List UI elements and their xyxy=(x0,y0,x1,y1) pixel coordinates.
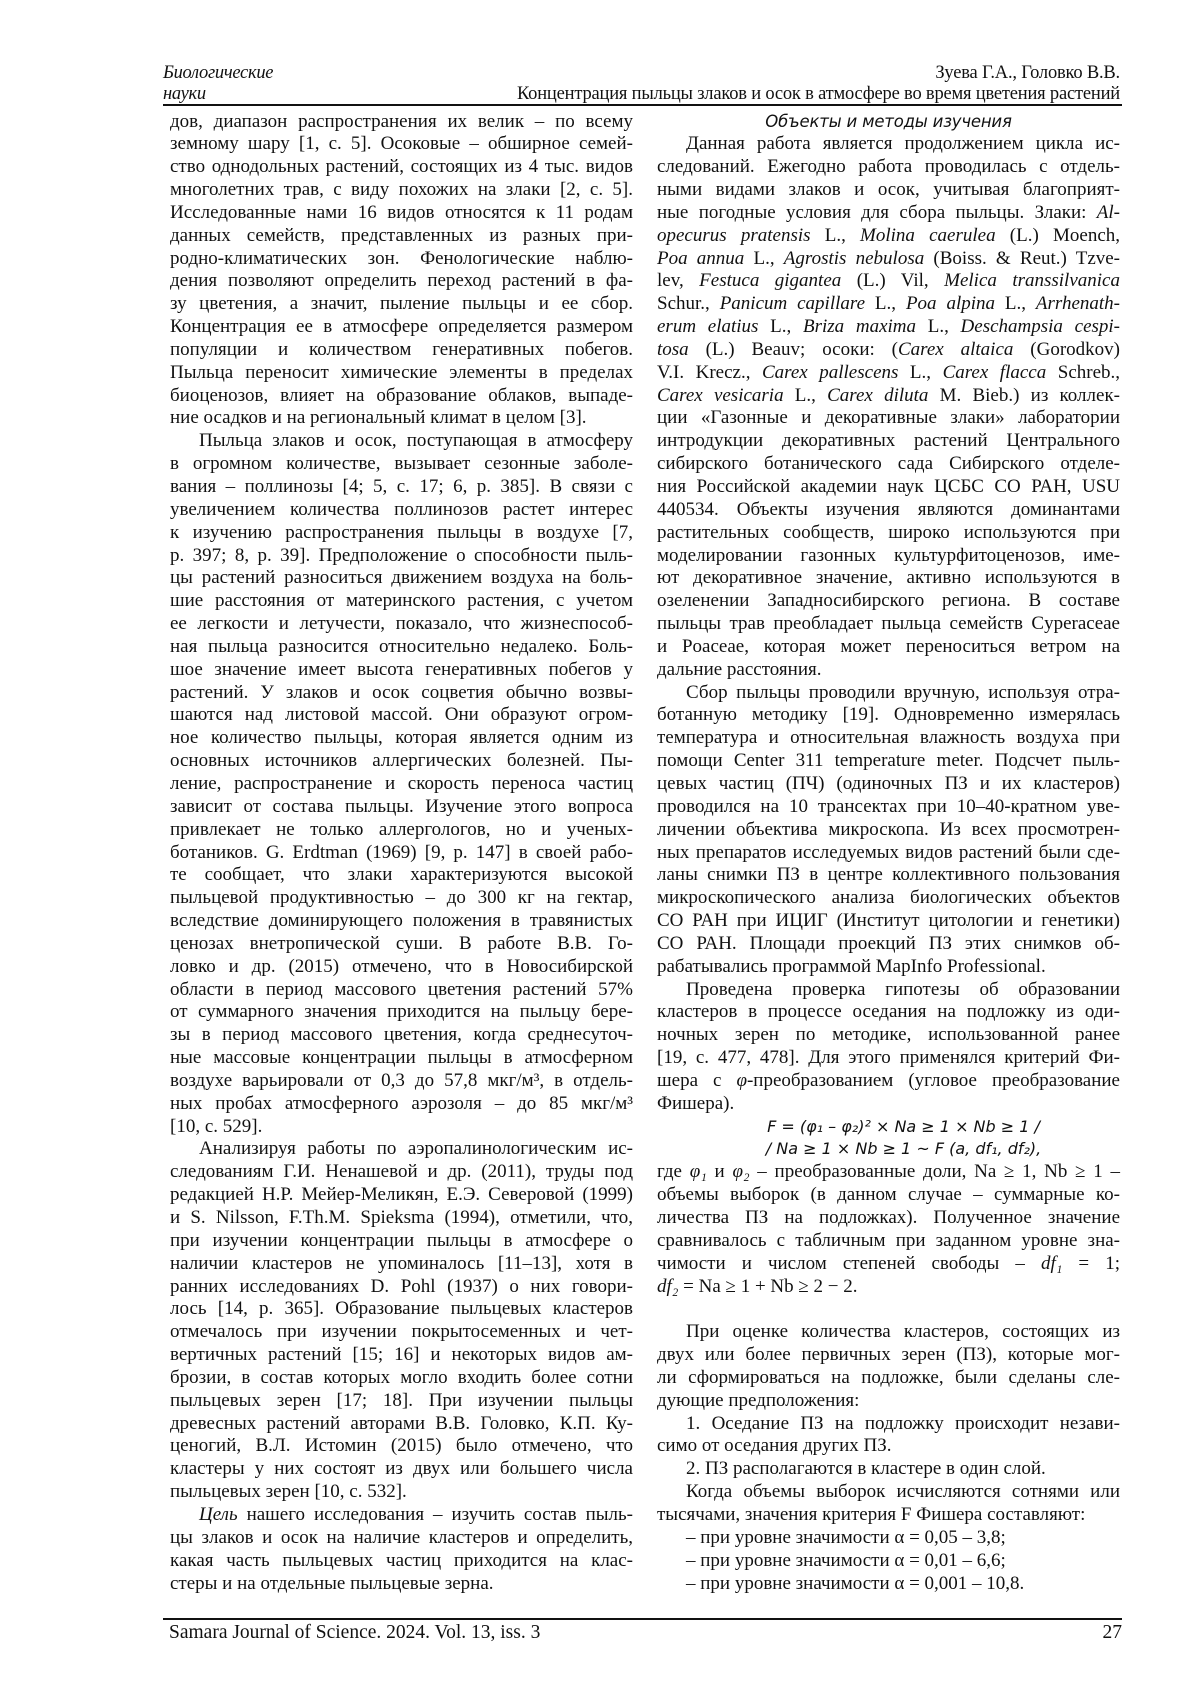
paragraph xyxy=(657,1573,1120,1596)
text-line: и S. Nilsson, F.Th.M. Spieksma (1994), отметили, что, xyxy=(170,1207,633,1230)
italic-term: Briza maxima xyxy=(803,316,916,337)
italic-term: erum elatius xyxy=(657,316,758,337)
text-line: При оценке количества кластеров, состоящих из xyxy=(657,1321,1120,1344)
italic-term: φ xyxy=(736,1070,747,1091)
text-line: температура и относительная влажность воздуха при xyxy=(657,727,1120,750)
text-line: ранних исследованиях D. Pohl (1937) о них говори- xyxy=(170,1276,633,1299)
text-line: рабатывались программой MapInfo Professional. xyxy=(657,956,1120,979)
text-line: Данная работа является продолжением цикла ис- xyxy=(657,133,1120,156)
text-line: сравнивалось с табличным при заданном уровне зна- xyxy=(657,1230,1120,1253)
paragraph xyxy=(657,1161,1120,1298)
text-line: ботаников. G. Erdtman (1969) [9, р. 147] в своей рабо- xyxy=(170,842,633,865)
text-run: -преобразованием (угловое преобразование xyxy=(747,1070,1120,1091)
text-line: следованиям Г.И. Ненашевой и др. (2011), труды под xyxy=(170,1161,633,1184)
text-line: дения позволяют определить переход растений в фа- xyxy=(170,270,633,293)
text-line: растительных сообществ, широко используются при xyxy=(657,522,1120,545)
text-run: нашего исследования – изучить состав пыль- xyxy=(238,1504,633,1525)
text-run: L., xyxy=(811,225,861,246)
text-run: и xyxy=(707,1161,733,1182)
text-run: L., xyxy=(865,293,906,314)
paragraph xyxy=(657,1527,1120,1550)
text-line: ное количество пыльцы, которая является одним из xyxy=(170,727,633,750)
italic-term: Poa alpina xyxy=(906,293,995,314)
text-line xyxy=(657,1276,1120,1299)
text-line: Сбор пыльцы проводили вручную, используя отра- xyxy=(657,682,1120,705)
text-line: от суммарного значения приходится на пыльцу бере- xyxy=(170,1001,633,1024)
text-line: р. 397; 8, р. 39]. Предположение о способности пыль- xyxy=(170,545,633,568)
text-run: L., xyxy=(744,248,784,269)
text-line: ночных зерен по методике, использованной ранее xyxy=(657,1024,1120,1047)
fisher-formula xyxy=(657,1116,1120,1162)
text-line: тысячами, значения критерия F Фишера составляют: xyxy=(657,1504,1120,1527)
right-column xyxy=(657,111,1120,1596)
text-line: личении объектива микроскопа. Из всех просмотрен- xyxy=(657,819,1120,842)
text-line: Проведена проверка гипотезы об образовании xyxy=(657,979,1120,1002)
text-line: СО РАН при ИЦИГ (Институт цитологии и генетики) xyxy=(657,910,1120,933)
text-run: (L.) Moench, xyxy=(996,225,1120,246)
italic-term: Melica transsilvanica xyxy=(944,270,1120,291)
text-line: шие расстояния от материнского растения, с учетом xyxy=(170,590,633,613)
text-line: проводился на 10 трансектах при 10–40-кратном уве- xyxy=(657,796,1120,819)
italic-term: Carex pallescens xyxy=(762,362,898,383)
text-line xyxy=(657,248,1120,271)
text-run: M. Bieb.) из коллек- xyxy=(928,385,1120,406)
text-line: Пыльца злаков и осок, поступающая в атмосферу xyxy=(170,430,633,453)
paragraph xyxy=(657,133,1120,681)
text-line: пыльцевых зерен [17; 18]. При изучении пыльцы xyxy=(170,1390,633,1413)
text-line: ление, распространение и скорость переноса частиц xyxy=(170,773,633,796)
text-line: симо от оседания других ПЗ. xyxy=(657,1435,1120,1458)
left-column xyxy=(170,111,633,1596)
text-line: увеличением количества поллинозов растет интерес xyxy=(170,499,633,522)
text-line: основных источников аллергических болезней. Пы- xyxy=(170,750,633,773)
text-line: зы в период массового цветения, когда среднесуточ- xyxy=(170,1024,633,1047)
text-line: Пыльца переносит химические элементы в пределах xyxy=(170,362,633,385)
text-line: помощи Center 311 temperature meter. Подсчет пыль- xyxy=(657,750,1120,773)
text-line: цы злаков и осок на наличие кластеров и определить, xyxy=(170,1527,633,1550)
text-line: Концентрация ее в атмосфере определяется размером xyxy=(170,316,633,339)
text-line: родно-климатических зон. Фенологические наблю- xyxy=(170,248,633,271)
text-run: lev, xyxy=(657,270,699,291)
paragraph xyxy=(657,1458,1120,1481)
italic-term: Agrostis nebulosa xyxy=(784,248,924,269)
text-line xyxy=(657,1253,1120,1276)
text-line: пыльцевых зерен [10, с. 532]. xyxy=(170,1481,633,1504)
text-run: = 1; xyxy=(1062,1253,1120,1274)
text-line: дальние расстояния. xyxy=(657,659,1120,682)
text-line: области в период массового цветения растений 57% xyxy=(170,979,633,1002)
text-line: СО РАН. Площади проекций ПЗ этих снимков об- xyxy=(657,933,1120,956)
paragraph xyxy=(170,1504,633,1595)
text-line: воздухе варьировали от 0,3 до 57,8 мкг/м³, в отдель- xyxy=(170,1070,633,1093)
text-line: к изучению распространения пыльцы в воздухе [7, xyxy=(170,522,633,545)
text-run: – преобразованные доли, Na ≥ 1, Nb ≥ 1 – xyxy=(750,1161,1120,1182)
text-line: озеленении Западносибирского региона. В составе xyxy=(657,590,1120,613)
paragraph xyxy=(657,979,1120,1116)
text-line: ланы снимки ПЗ в центре коллективного пользования xyxy=(657,864,1120,887)
text-line: наличии кластеров не упоминалось [11–13], хотя в xyxy=(170,1253,633,1276)
text-line: ных пробах атмосферного аэрозоля – до 85 мкг/м³ xyxy=(170,1093,633,1116)
formula-line: F = (φ₁ – φ₂)² × Na ≥ 1 × Nb ≥ 1 / xyxy=(657,1116,1120,1139)
text-line: микроскопического анализа биологических объектов xyxy=(657,887,1120,910)
text-line: цевых частиц (ПЧ) (одиночных ПЗ и их кластеров) xyxy=(657,773,1120,796)
text-line: следований. Ежегодно работа проводилась с отдель- xyxy=(657,156,1120,179)
italic-term: Carex flacca xyxy=(943,362,1047,383)
text-line: редакцией Н.Р. Мейер-Меликян, Е.Э. Северовой (1999) xyxy=(170,1184,633,1207)
italic-term: Arrhenath- xyxy=(1036,293,1120,314)
text-line: зу цветения, а значит, пыление пыльцы и ее сбор. xyxy=(170,293,633,316)
text-line: 2. ПЗ располагаются в кластере в один слой. xyxy=(657,1458,1120,1481)
text-run: ные погодные условия для сбора пыльцы. Злаки: xyxy=(657,202,1097,223)
text-run: = Na ≥ 1 + Nb ≥ 2 − 2. xyxy=(678,1276,857,1297)
text-line: Исследованные нами 16 видов относятся к 11 родам xyxy=(170,202,633,225)
text-line: древесных растений авторами В.В. Головко, К.П. Ку- xyxy=(170,1413,633,1436)
text-line: в огромном количестве, вызывает сезонные заболе- xyxy=(170,453,633,476)
italic-term: φ₁ xyxy=(690,1161,707,1182)
article-title: Концентрация пыльцы злаков и осок в атмосфере во время цветения растений xyxy=(517,83,1120,105)
text-run: L., xyxy=(758,316,803,337)
paragraph xyxy=(657,1321,1120,1412)
text-line: ные массовые концентрации пыльцы в атмосферном xyxy=(170,1047,633,1070)
italic-term: Poa annua xyxy=(657,248,744,269)
text-line: шаются над листовой массой. Они образуют огром- xyxy=(170,704,633,727)
paragraph xyxy=(170,111,633,431)
text-line xyxy=(657,202,1120,225)
paragraph xyxy=(657,1413,1120,1459)
text-line: ловко и др. (2015) отмечено, что в Новосибирской xyxy=(170,956,633,979)
running-header-line-1 xyxy=(163,62,1122,84)
text-line: популяции и количеством генеративных побегов. xyxy=(170,339,633,362)
text-line: ценогий, В.Л. Истомин (2015) было отмечено, что xyxy=(170,1435,633,1458)
paragraph xyxy=(170,430,633,1138)
journal-section-cont: науки xyxy=(163,83,206,105)
article-authors: Зуева Г.А., Головко В.В. xyxy=(935,62,1120,84)
italic-term: Molina caerulea xyxy=(860,225,996,246)
text-run: Schur., xyxy=(657,293,720,314)
methods-paragraphs xyxy=(657,133,1120,1115)
header-divider xyxy=(163,104,1122,106)
text-line: ют декоративное значение, активно используются в xyxy=(657,567,1120,590)
text-line xyxy=(657,385,1120,408)
italic-term: Deschampsia cespi- xyxy=(961,316,1120,337)
text-line: вания – поллинозы [4; 5, с. 17; 6, р. 385]. В связи с xyxy=(170,476,633,499)
text-run: где xyxy=(657,1161,690,1182)
text-line: пыльцы трав преобладает пыльца семейств Cyperaceae xyxy=(657,613,1120,636)
text-line: при изучении концентрации пыльцы в атмосфере о xyxy=(170,1230,633,1253)
text-line xyxy=(657,316,1120,339)
text-line: [19, с. 477, 478]. Для этого применялся критерий Фи- xyxy=(657,1047,1120,1070)
text-line: вертичных растений [15; 16] и некоторых видов ам- xyxy=(170,1344,633,1367)
italic-term: Carex altaica xyxy=(898,339,1013,360)
text-run: (L.) Beauv; осоки: ( xyxy=(689,339,898,360)
text-line: вследствие доминирующего положения в травянистых xyxy=(170,910,633,933)
text-run: L., xyxy=(916,316,961,337)
italic-term: df₂ xyxy=(657,1276,678,1297)
paragraph xyxy=(657,682,1120,979)
footer-divider xyxy=(163,1618,1122,1620)
italic-term: tosa xyxy=(657,339,689,360)
page-footer xyxy=(169,1621,1122,1645)
text-line: – при уровне значимости α = 0,001 – 10,8. xyxy=(657,1573,1120,1596)
text-line: дующие предположения: xyxy=(657,1390,1120,1413)
italic-term: opecurus pratensis xyxy=(657,225,811,246)
journal-section: Биологические xyxy=(163,62,273,84)
text-line: ее легкости и летучести, показало, что жизнеспособ- xyxy=(170,613,633,636)
italic-term: Цель xyxy=(199,1504,238,1525)
text-line xyxy=(657,293,1120,316)
text-line xyxy=(657,1070,1120,1093)
italic-term: Carex diluta xyxy=(827,385,928,406)
text-line: отмечалось при изучении покрытосеменных и чет- xyxy=(170,1321,633,1344)
text-line: привлекает не только аллергологов, но и ученых- xyxy=(170,819,633,842)
text-line: ная пыльца разносится относительно недалеко. Боль- xyxy=(170,636,633,659)
text-line: ции «Газонные и декоративные злаки» лаборатории xyxy=(657,407,1120,430)
text-line: Фишера). xyxy=(657,1093,1120,1116)
section-heading: Объекты и методы изучения xyxy=(657,111,1120,134)
italic-term: Festuca gigantea xyxy=(699,270,841,291)
text-line: зависит от состава пыльцы. Изучение этого вопроса xyxy=(170,796,633,819)
text-run: L., xyxy=(898,362,942,383)
text-line: ными видами злаков и осок, учитывая благоприят- xyxy=(657,179,1120,202)
text-run: (Boiss. & Reut.) Tzve- xyxy=(924,248,1120,269)
text-line: ботанную методику [19]. Одновременно измерялась xyxy=(657,704,1120,727)
italic-term: Panicum capillare xyxy=(720,293,865,314)
text-line: сибирского ботанического сада Сибирского отделе- xyxy=(657,453,1120,476)
text-run: L., xyxy=(784,385,828,406)
text-line: – при уровне значимости α = 0,01 – 6,6; xyxy=(657,1550,1120,1573)
italic-term: Carex vesicaria xyxy=(657,385,784,406)
text-line: моделировании газонных культурфитоценозов, име- xyxy=(657,545,1120,568)
text-line: данных семейств, представленных из разных при- xyxy=(170,225,633,248)
text-line: те сообщает, что злаки характеризуются высокой xyxy=(170,864,633,887)
text-run: шера с xyxy=(657,1070,736,1091)
text-line: стеры и на отдельные пыльцевые зерна. xyxy=(170,1573,633,1596)
text-line: шое значение имеет высота генеративных побегов у xyxy=(170,659,633,682)
blank-line xyxy=(657,1298,1120,1321)
text-run: (Gorodkov) xyxy=(1013,339,1120,360)
text-line: биоценозов, влияет на образование облаков, выпаде- xyxy=(170,385,633,408)
journal-citation: Samara Journal of Science. 2024. Vol. 13, iss. 3 xyxy=(169,1621,540,1645)
text-line: двух или более первичных зерен (ПЗ), которые мог- xyxy=(657,1344,1120,1367)
text-line: ценозах внетропической суши. В работе В.В. Го- xyxy=(170,933,633,956)
text-line: 440534. Объекты изучения являются доминантами xyxy=(657,499,1120,522)
text-line: объемы выборок (в данном случае – суммарные ко- xyxy=(657,1184,1120,1207)
formula-explanation xyxy=(657,1161,1120,1298)
text-run: (L.) Vil, xyxy=(841,270,944,291)
paragraph xyxy=(657,1481,1120,1527)
text-line: интродукции декоративных растений Центрального xyxy=(657,430,1120,453)
formula-line: / Na ≥ 1 × Nb ≥ 1 ~ F (a, df₁, df₂), xyxy=(657,1138,1120,1161)
text-line xyxy=(657,270,1120,293)
text-line: пыльцевой продуктивностью – до 300 кг на гектар, xyxy=(170,887,633,910)
text-line: ние осадков и на региональный климат в целом [3]. xyxy=(170,407,633,430)
italic-term: Al- xyxy=(1097,202,1120,223)
text-line: земному шару [1, с. 5]. Осоковые – обширное семей- xyxy=(170,133,633,156)
text-line: кластеры у них состоят из двух или большего числа xyxy=(170,1458,633,1481)
text-line: ли сформироваться на подложке, были сделаны сле- xyxy=(657,1367,1120,1390)
text-line: ство однодольных растений, состоящих из 4 тыс. видов xyxy=(170,156,633,179)
text-line xyxy=(657,225,1120,248)
page-number: 27 xyxy=(1103,1621,1123,1645)
text-line: лось [14, р. 365]. Образование пыльцевых кластеров xyxy=(170,1298,633,1321)
italic-term: df₁ xyxy=(1041,1253,1062,1274)
text-line xyxy=(657,339,1120,362)
text-line xyxy=(657,362,1120,385)
text-line: 1. Оседание ПЗ на подложку происходит незави- xyxy=(657,1413,1120,1436)
text-line: дов, диапазон распространения их велик – по всему xyxy=(170,111,633,134)
running-header-line-2 xyxy=(163,83,1122,105)
text-run: L., xyxy=(995,293,1036,314)
text-line: и Poaceae, которая может переноситься ветром на xyxy=(657,636,1120,659)
assumptions-paragraphs xyxy=(657,1321,1120,1595)
text-run: чимости и числом степеней свободы – xyxy=(657,1253,1041,1274)
text-line: кластеров в процессе оседания на подложку из оди- xyxy=(657,1001,1120,1024)
text-run: Schreb., xyxy=(1046,362,1120,383)
paragraph xyxy=(170,1138,633,1504)
text-line: – при уровне значимости α = 0,05 – 3,8; xyxy=(657,1527,1120,1550)
text-line: Анализируя работы по аэропалинологическим ис- xyxy=(170,1138,633,1161)
text-line: цы растений разноситься движением воздуха на боль- xyxy=(170,567,633,590)
text-line: личества ПЗ на подложках). Полученное значение xyxy=(657,1207,1120,1230)
text-line: какая часть пыльцевых частиц приходится на клас- xyxy=(170,1550,633,1573)
text-run: V.I. Krecz., xyxy=(657,362,762,383)
text-line: Когда объемы выборок исчисляются сотнями или xyxy=(657,1481,1120,1504)
text-line: брозии, в состав которых могло входить более сотни xyxy=(170,1367,633,1390)
text-line: многолетних трав, с виду похожих на злаки [2, с. 5]. xyxy=(170,179,633,202)
text-line: ных препаратов исследуемых видов растений были сде- xyxy=(657,842,1120,865)
italic-term: φ₂ xyxy=(732,1161,749,1182)
paragraph xyxy=(657,1550,1120,1573)
text-line xyxy=(170,1504,633,1527)
text-line: [10, с. 529]. xyxy=(170,1116,633,1139)
text-line: растений. У злаков и осок соцветия обычно возвы- xyxy=(170,682,633,705)
text-line xyxy=(657,1161,1120,1184)
text-line: ния Российской академии наук ЦСБС СО РАН, USU xyxy=(657,476,1120,499)
